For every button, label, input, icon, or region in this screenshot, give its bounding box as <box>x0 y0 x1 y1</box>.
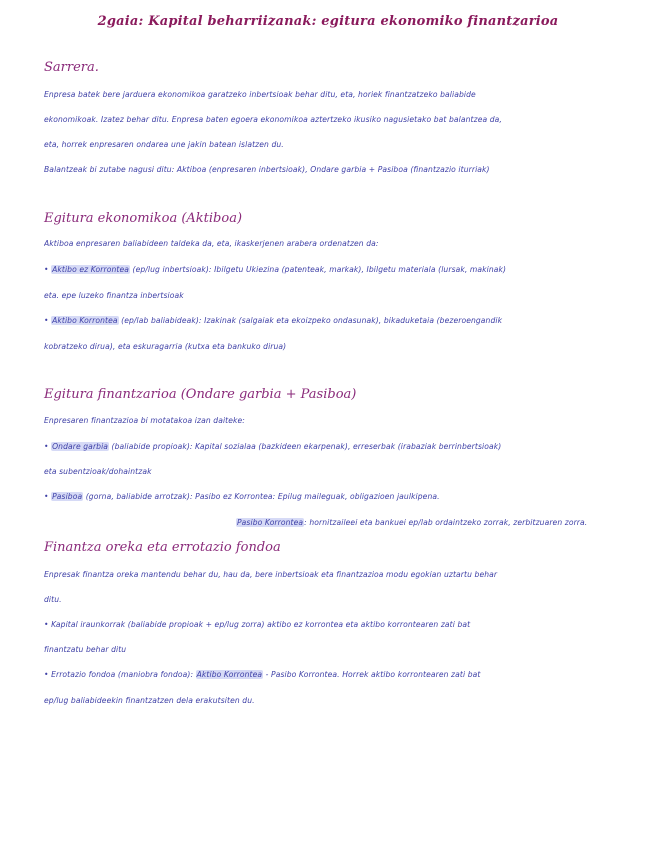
text-line: Enpresaren finantzazioa bi motatakoa izan daiteke: <box>44 416 245 425</box>
text-line: ditu. <box>44 595 62 604</box>
text-line: kobratzeko dirua), eta eskuragarria (kutxa eta bankuko dirua) <box>44 342 287 351</box>
highlighted-term: Ondare garbia <box>52 442 109 451</box>
section-heading-egitura-ekonomikoa: Egitura ekonomikoa (Aktiboa) <box>44 211 243 226</box>
highlighted-term: Aktibo Korrontea <box>196 670 263 679</box>
bullet-line: • Aktibo ez Korrontea (ep/lug inbertsioak): Ibilgetu Ukiezina (patenteak, markak), Ibilgetu materiala (lursak, makinak) <box>44 265 507 274</box>
bullet-marker: • <box>44 316 52 325</box>
section-heading-finantza-oreka: Finantza oreka eta errotazio fondoa <box>44 540 281 555</box>
bullet-marker: • <box>44 670 52 679</box>
text-line: Enpresa batek bere jarduera ekonomikoa garatzeko inbertsioak behar ditu, eta, horiek finantzatzeko baliabide <box>44 90 476 99</box>
text-line: eta. epe luzeko finantza inbertsioak <box>44 291 184 300</box>
bullet-line: • Aktibo Korrontea (ep/lab baliabideak): Izakinak (salgaiak eta ekoizpeko ondasunak), bikaduketaia (bezeroengandik <box>44 316 503 325</box>
bullet-marker: • <box>44 620 52 629</box>
bullet-marker: • <box>44 492 52 501</box>
sub-bullet-line: Pasibo Korrontea: hornitzaileei eta bankuei ep/lab ordaintzeko zorrak, zerbitzuaren zorra. <box>237 518 588 527</box>
bullet-marker: • <box>44 265 52 274</box>
highlighted-term: Aktibo Korrontea <box>52 316 118 325</box>
text-line: ep/lug baliabideekin finantzatzen dela erakutsiten du. <box>44 696 255 705</box>
text-line: eta, horrek enpresaren ondarea une jakin batean islatzen du. <box>44 140 284 149</box>
highlighted-term: Pasibo Korrontea <box>237 518 304 527</box>
section-heading-egitura-finantzarioa: Egitura finantzarioa (Ondare garbia + Pasiboa) <box>44 387 357 402</box>
text-line: finantzatu behar ditu <box>44 645 127 654</box>
bullet-marker: • <box>44 442 52 451</box>
bullet-line: • Errotazio fondoa (maniobra fondoa): Aktibo Korrontea - Pasibo Korrontea. Horrek aktibo korrontearen zati bat <box>44 670 481 679</box>
text-line: eta subentzioak/dohaintzak <box>44 467 152 476</box>
bullet-line: • Kapital iraunkorrak (baliabide propioak + ep/lug zorra) aktibo ez korrontea eta aktibo korrontearen zati bat <box>44 620 471 629</box>
page-title: 2gaia: Kapital beharriizanak: egitura ekonomiko finantzarioa <box>97 14 559 29</box>
text-line: Balantzeak bi zutabe nagusi ditu: Aktiboa (enpresaren inbertsioak), Ondare garbia + Pasiboa (finantzazio iturriak) <box>44 165 490 174</box>
bullet-line: • Ondare garbia (baliabide propioak): Kapital sozialaa (bazkideen ekarpenak), erreserbak (irabaziak berrinbertsioak) <box>44 442 502 451</box>
highlighted-term: Aktibo ez Korrontea <box>52 265 129 274</box>
text-line: ekonomikoak. Izatez behar ditu. Enpresa baten egoera ekonomikoa aztertzeko ikusiko nagusietako bat balantzea da, <box>44 115 502 124</box>
section-heading-sarrera: Sarrera. <box>44 60 99 75</box>
text-line: Enpresak finantza oreka mantendu behar du, hau da, bere inbertsioak eta finantzazioa modu egokian uztartu behar <box>44 570 498 579</box>
text-line: Aktiboa enpresaren baliabideen taldeka da, eta, ikaskerjenen arabera ordenatzen da: <box>44 239 379 248</box>
highlighted-term: Pasiboa <box>52 492 83 501</box>
bullet-line: • Pasiboa (gorna, baliabide arrotzak): Pasibo ez Korrontea: Epilug maileguak, obligazioen jaulkipena. <box>44 492 440 501</box>
